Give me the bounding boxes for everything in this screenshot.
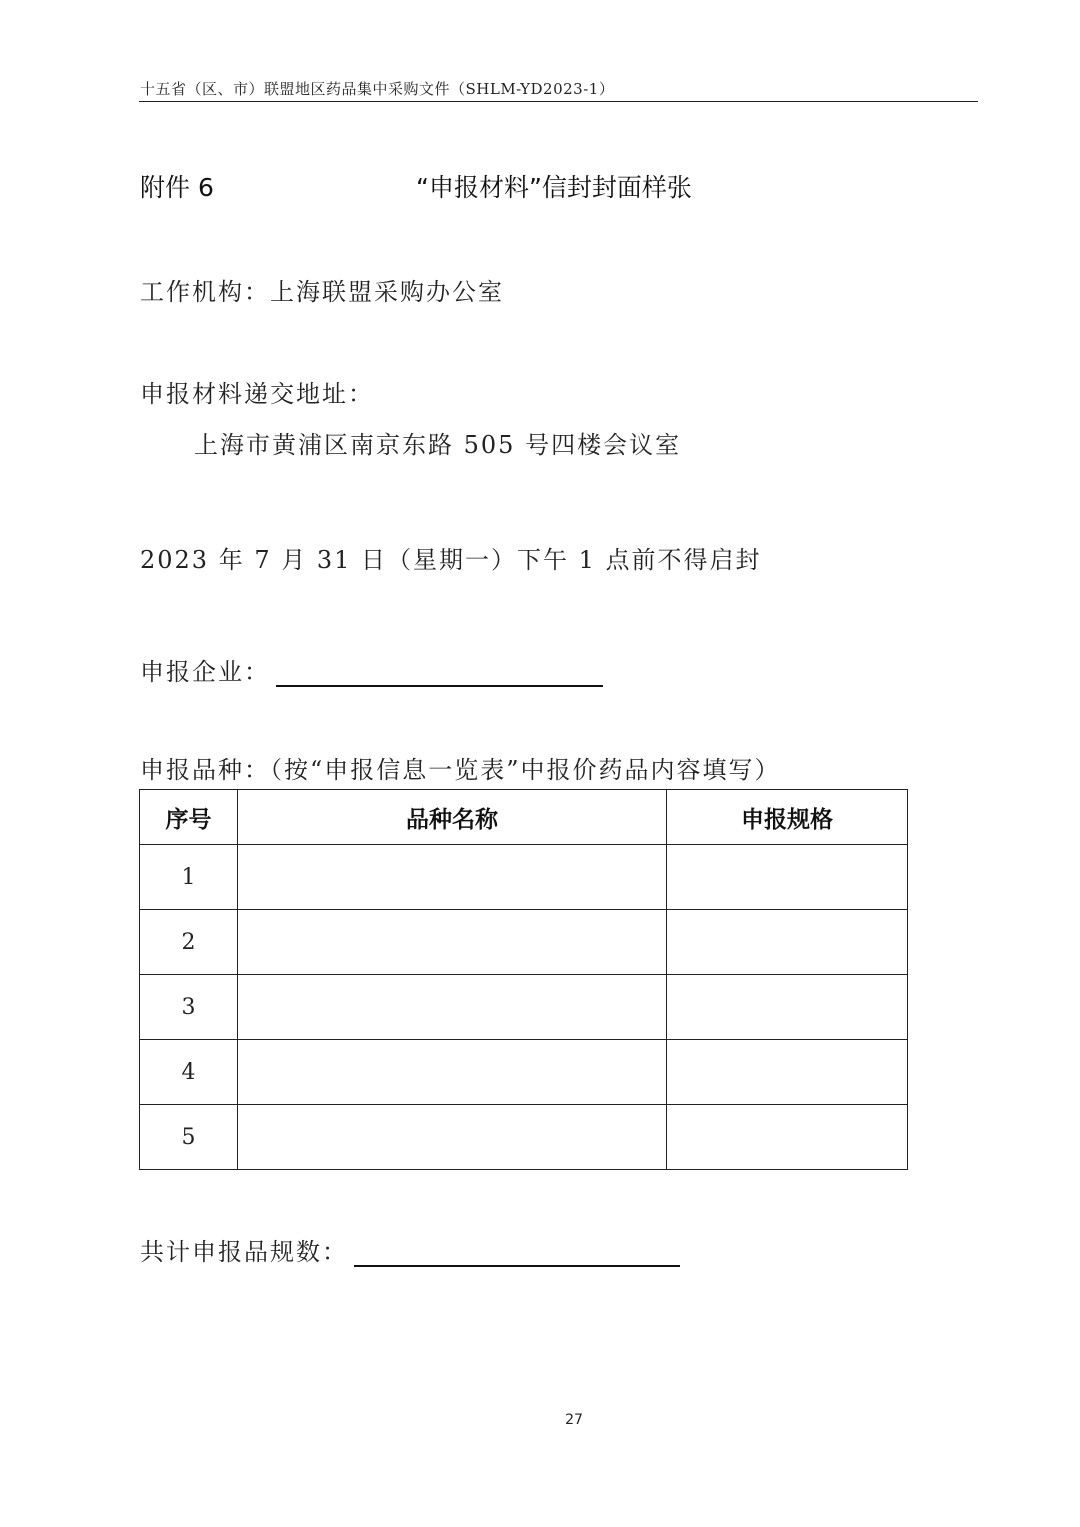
varieties-table: [139, 789, 908, 1170]
table-row: [140, 1105, 908, 1170]
address-label: 申报材料递交地址：: [140, 380, 374, 408]
column-header-specification: 申报规格: [667, 790, 908, 845]
row-number-cell: 5: [140, 1105, 238, 1170]
variety-name-cell[interactable]: [238, 910, 667, 975]
specification-cell[interactable]: [667, 845, 908, 910]
table-row: [140, 1040, 908, 1105]
seal-notice: 2023 年 7 月 31 日（星期一）下午 1 点前不得启封: [140, 546, 762, 574]
total-line: [140, 1232, 680, 1267]
total-fill-blank[interactable]: [354, 1237, 680, 1267]
table-row: [140, 845, 908, 910]
running-header: 十五省（区、市）联盟地区药品集中采购文件（SHLM-YD2023-1）: [140, 80, 615, 98]
specification-cell[interactable]: [667, 910, 908, 975]
table-row: [140, 910, 908, 975]
agency-line: 工作机构：上海联盟采购办公室: [140, 278, 504, 306]
specification-cell[interactable]: [667, 1040, 908, 1105]
row-number-cell: 3: [140, 975, 238, 1040]
header-rule: [139, 101, 978, 102]
variety-name-cell[interactable]: [238, 975, 667, 1040]
page-number: 27: [565, 1412, 583, 1428]
row-number-cell: 2: [140, 910, 238, 975]
enterprise-label: 申报企业：: [140, 658, 270, 686]
specification-cell[interactable]: [667, 1105, 908, 1170]
specification-cell[interactable]: [667, 975, 908, 1040]
row-number-cell: 4: [140, 1040, 238, 1105]
varieties-label: 申报品种：（按“申报信息一览表”中报价药品内容填写）: [140, 756, 781, 784]
table-row: [140, 975, 908, 1040]
address-value: 上海市黄浦区南京东路 505 号四楼会议室: [194, 431, 682, 459]
document-title: “申报材料”信封封面样张: [416, 173, 692, 202]
column-header-number: 序号: [140, 790, 238, 845]
row-number-cell: 1: [140, 845, 238, 910]
column-header-variety-name: 品种名称: [238, 790, 667, 845]
attachment-label: 附件 6: [140, 173, 214, 202]
enterprise-line: [140, 652, 603, 687]
variety-name-cell[interactable]: [238, 1040, 667, 1105]
variety-name-cell[interactable]: [238, 1105, 667, 1170]
total-label: 共计申报品规数：: [140, 1238, 348, 1266]
enterprise-fill-blank[interactable]: [276, 657, 603, 687]
variety-name-cell[interactable]: [238, 845, 667, 910]
table-header-row: [140, 790, 908, 845]
